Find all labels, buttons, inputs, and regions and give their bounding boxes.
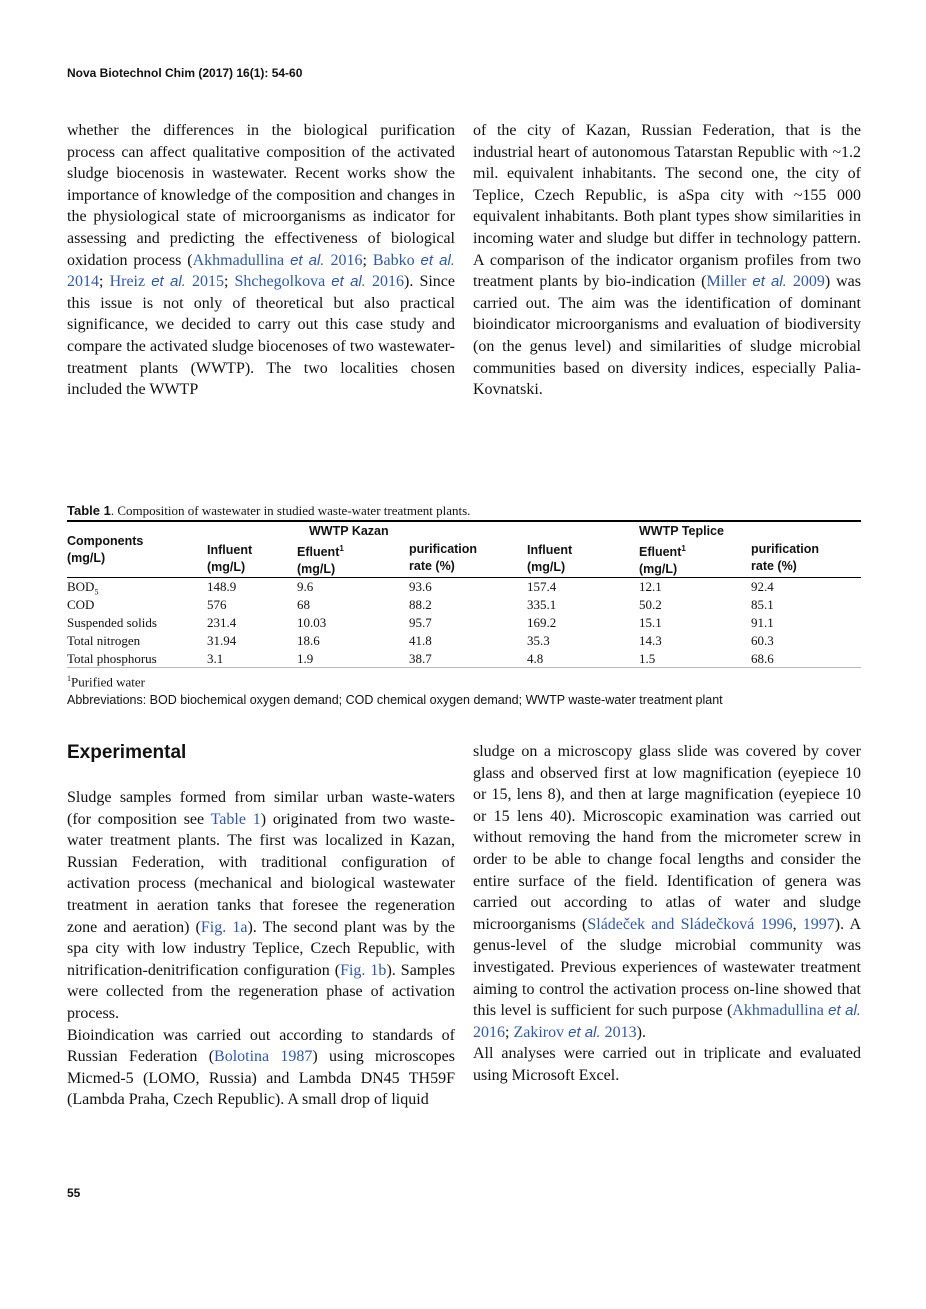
header-kazan-purification: purification rate (%) [409,542,478,573]
experimental-column-right [473,741,861,1087]
table-row [67,578,861,596]
table-cell-k-in: 148.9 [207,579,237,594]
citation-babko[interactable]: Babko et al. 2014 [67,251,455,291]
citation-sladecek-1996[interactable]: Sládeček and Sládečková 1996 [587,915,793,933]
link-fig-1b[interactable]: Fig. 1b [340,961,387,979]
table-footnote: $^1$Purified water [67,674,146,690]
citation-miller[interactable]: Miller et al. 2009 [706,273,825,291]
row-label: Total nitrogen [67,633,141,648]
table-cell-t-in: 157.4 [527,579,557,594]
table-cell-k-rate: 41.8 [409,633,432,648]
table-row [67,596,861,614]
table-cell-t-rate: 92.4 [751,579,774,594]
table-top-rule [67,520,861,522]
table-cell-k-rate: 93.6 [409,579,432,594]
table-cell-k-ef: 18.6 [297,633,320,648]
table-cell-k-rate: 95.7 [409,615,432,630]
row-label: Suspended solids [67,615,157,630]
section-title-experimental: Experimental [67,742,187,763]
table-cell-k-ef: 1.9 [297,651,314,666]
citation-sladecek-1997[interactable]: 1997 [802,915,835,933]
experimental-paragraph-3: sludge on a microscopy glass slide was covered by cover glass and observed first at low magnification (eyepiece 10 or 15, lens 8), and then at large magnification (eyepiece 10 or 15 lens 40). Microscopic examination was carried out without removing the hand from the micrometer screw in order to be able to change focal lengths and consider the entire surface of the field. Identification of genera was carried out according to atlas of water and sludge microorganisms (Sládeček and Sládečková 1996, 1997). A genus-level of the sludge microbial community was investigated. Previous experiences of wastewater treatment aiming to control the activation process on-line showed that this level is sufficient for such purpose (Akhmadullina et al. 2016; Zakirov et al. 2013). [473,743,862,1041]
table-cell-t-ef: 50.2 [639,597,662,612]
header-teplice-purification: purification rate (%) [751,542,820,573]
table-cell-t-ef: 14.3 [639,633,662,648]
header-kazan-influent: Influent (mg/L) [207,543,253,574]
table-notes [67,670,723,709]
group-header-kazan: WWTP Kazan [309,524,389,538]
citation-bolotina[interactable]: Bolotina 1987 [214,1048,313,1066]
table-cell-t-rate: 85.1 [751,597,774,612]
header-teplice-efluent: Efluent$^1$ (mg/L) [639,544,686,577]
intro-column-right [473,120,861,401]
table-cell-t-in: 35.3 [527,633,550,648]
citation-akhmadullina[interactable]: Akhmadullina et al. 2016 [192,251,363,269]
table-cell-t-ef: 15.1 [639,615,662,630]
experimental-paragraph-1: Sludge samples formed from similar urban waste-waters (for composition see Table 1) originated from two waste-water treatment plants. The first was localized in Kazan, Russian Federation, with traditional configuration of activation process (mechanical and biological wastewater treatment in aeration tanks that foresee the regeneration zone and aeration) (Fig. 1a). The second plant was by the spa city with low industry Teplice, Czech Republic, with nitrification-denitrification configuration (Fig. 1b). Samples were collected from the regeneration phase of activation process. [67,789,456,1022]
header-components: Components (mg/L) [67,534,144,565]
row-label: $BOD_5$ [67,579,99,597]
table-caption: Table 1. Composition of wastewater in studied waste-water treatment plants. [67,503,471,518]
table-cell-k-in: 31.94 [207,633,237,648]
group-header-teplice: WWTP Teplice [639,524,724,538]
table-cell-t-ef: 1.5 [639,651,656,666]
table-cell-t-in: 169.2 [527,615,557,630]
table-cell-k-rate: 38.7 [409,651,432,666]
intro-paragraph: whether the differences in the biological purification process can affect qualitative composition of the activated sludge biocenosis in wastewater. Recent works show the importance of knowledge of the composition and changes in the physiological state of microorganisms as indicator for assessing and predicting the effectiveness of biological oxidation process (Akhmadullina et al. 2016; Babko et al. 2014; Hreiz et al. 2015; Shchegolkova et al. 2016). Since this issue is not only of theoretical but also practical significance, we decided to carry out this case study and compare the activated sludge biocenoses of two wastewater-treatment plants (WWTP). The two localities chosen included the WWTP [67,122,456,399]
table-bottom-rule [67,667,861,668]
table-cell-k-in: 3.1 [207,651,224,666]
table-cell-k-ef: 9.6 [297,579,314,594]
link-table-1[interactable]: Table 1 [210,810,261,828]
header-kazan-efluent: Efluent$^1$ (mg/L) [297,544,344,577]
header-teplice-influent: Influent (mg/L) [527,543,573,574]
table-cell-k-ef: 68 [297,597,310,612]
link-fig-1a[interactable]: Fig. 1a [200,918,248,936]
intro-column-left [67,120,455,401]
row-label: COD [67,597,95,612]
table-cell-t-in: 335.1 [527,597,557,612]
experimental-column-left [67,787,455,1111]
experimental-paragraph-2: Bioindication was carried out according to standards of Russian Federation (Bolotina 1987) using microscopes Micmed-5 (LOMO, Russia) and Lambda DN45 TH59F (Lambda Praha, Czech Republic). A small drop of liquid [67,1026,455,1109]
citation-shchegolkova[interactable]: Shchegolkova et al. 2016 [234,273,405,291]
journal-header: Nova Biotechnol Chim (2017) 16(1): 54-60 [67,66,303,80]
experimental-paragraph-4: All analyses were carried out in triplicate and evaluated using Microsoft Excel. [473,1045,861,1084]
row-label: Total phosphorus [67,651,157,666]
table-abbreviations: Abbreviations: BOD biochemical oxygen demand; COD chemical oxygen demand; WWTP waste-water treatment plant [67,693,723,708]
table-cell-k-in: 231.4 [207,615,237,630]
table-row [67,650,861,668]
page-number: 55 [67,1186,81,1200]
citation-akhmadullina-2[interactable]: Akhmadullina et al. 2016 [473,1002,862,1041]
table-cell-t-rate: 68.6 [751,651,774,666]
citation-zakirov[interactable]: Zakirov et al. 2013 [513,1023,637,1041]
table-cell-t-ef: 12.1 [639,579,662,594]
table-cell-t-rate: 91.1 [751,615,774,630]
table-cell-k-ef: 10.03 [297,615,327,630]
table-cell-k-in: 576 [207,597,227,612]
table-row [67,614,861,632]
citation-hreiz[interactable]: Hreiz et al. 2015 [109,273,224,291]
table-row [67,632,861,650]
table-cell-t-in: 4.8 [527,651,544,666]
intro-paragraph-continued: of the city of Kazan, Russian Federation, that is the industrial heart of autonomous Tatarstan Republic with ~1.2 mil. equivalent inhabitants. The second one, the city of Teplice, Czech Republic, is aSpa city with ~155 000 equivalent inhabitants. Both plant types show similarities in incoming water and sludge but differ in technology pattern. A comparison of the indicator organism profiles from two treatment plants by bio-indication (Miller et al. 2009) was carried out. The aim was the identification of dominant bioindicator microorganisms and evaluation of biodiversity (on the genus level) and similarities of sludge microbial communities based on diversity indices, especially Palia-Kovnatski. [473,122,861,399]
table-label: Table 1 [67,503,111,518]
table-cell-k-rate: 88.2 [409,597,432,612]
table-cell-t-rate: 60.3 [751,633,774,648]
